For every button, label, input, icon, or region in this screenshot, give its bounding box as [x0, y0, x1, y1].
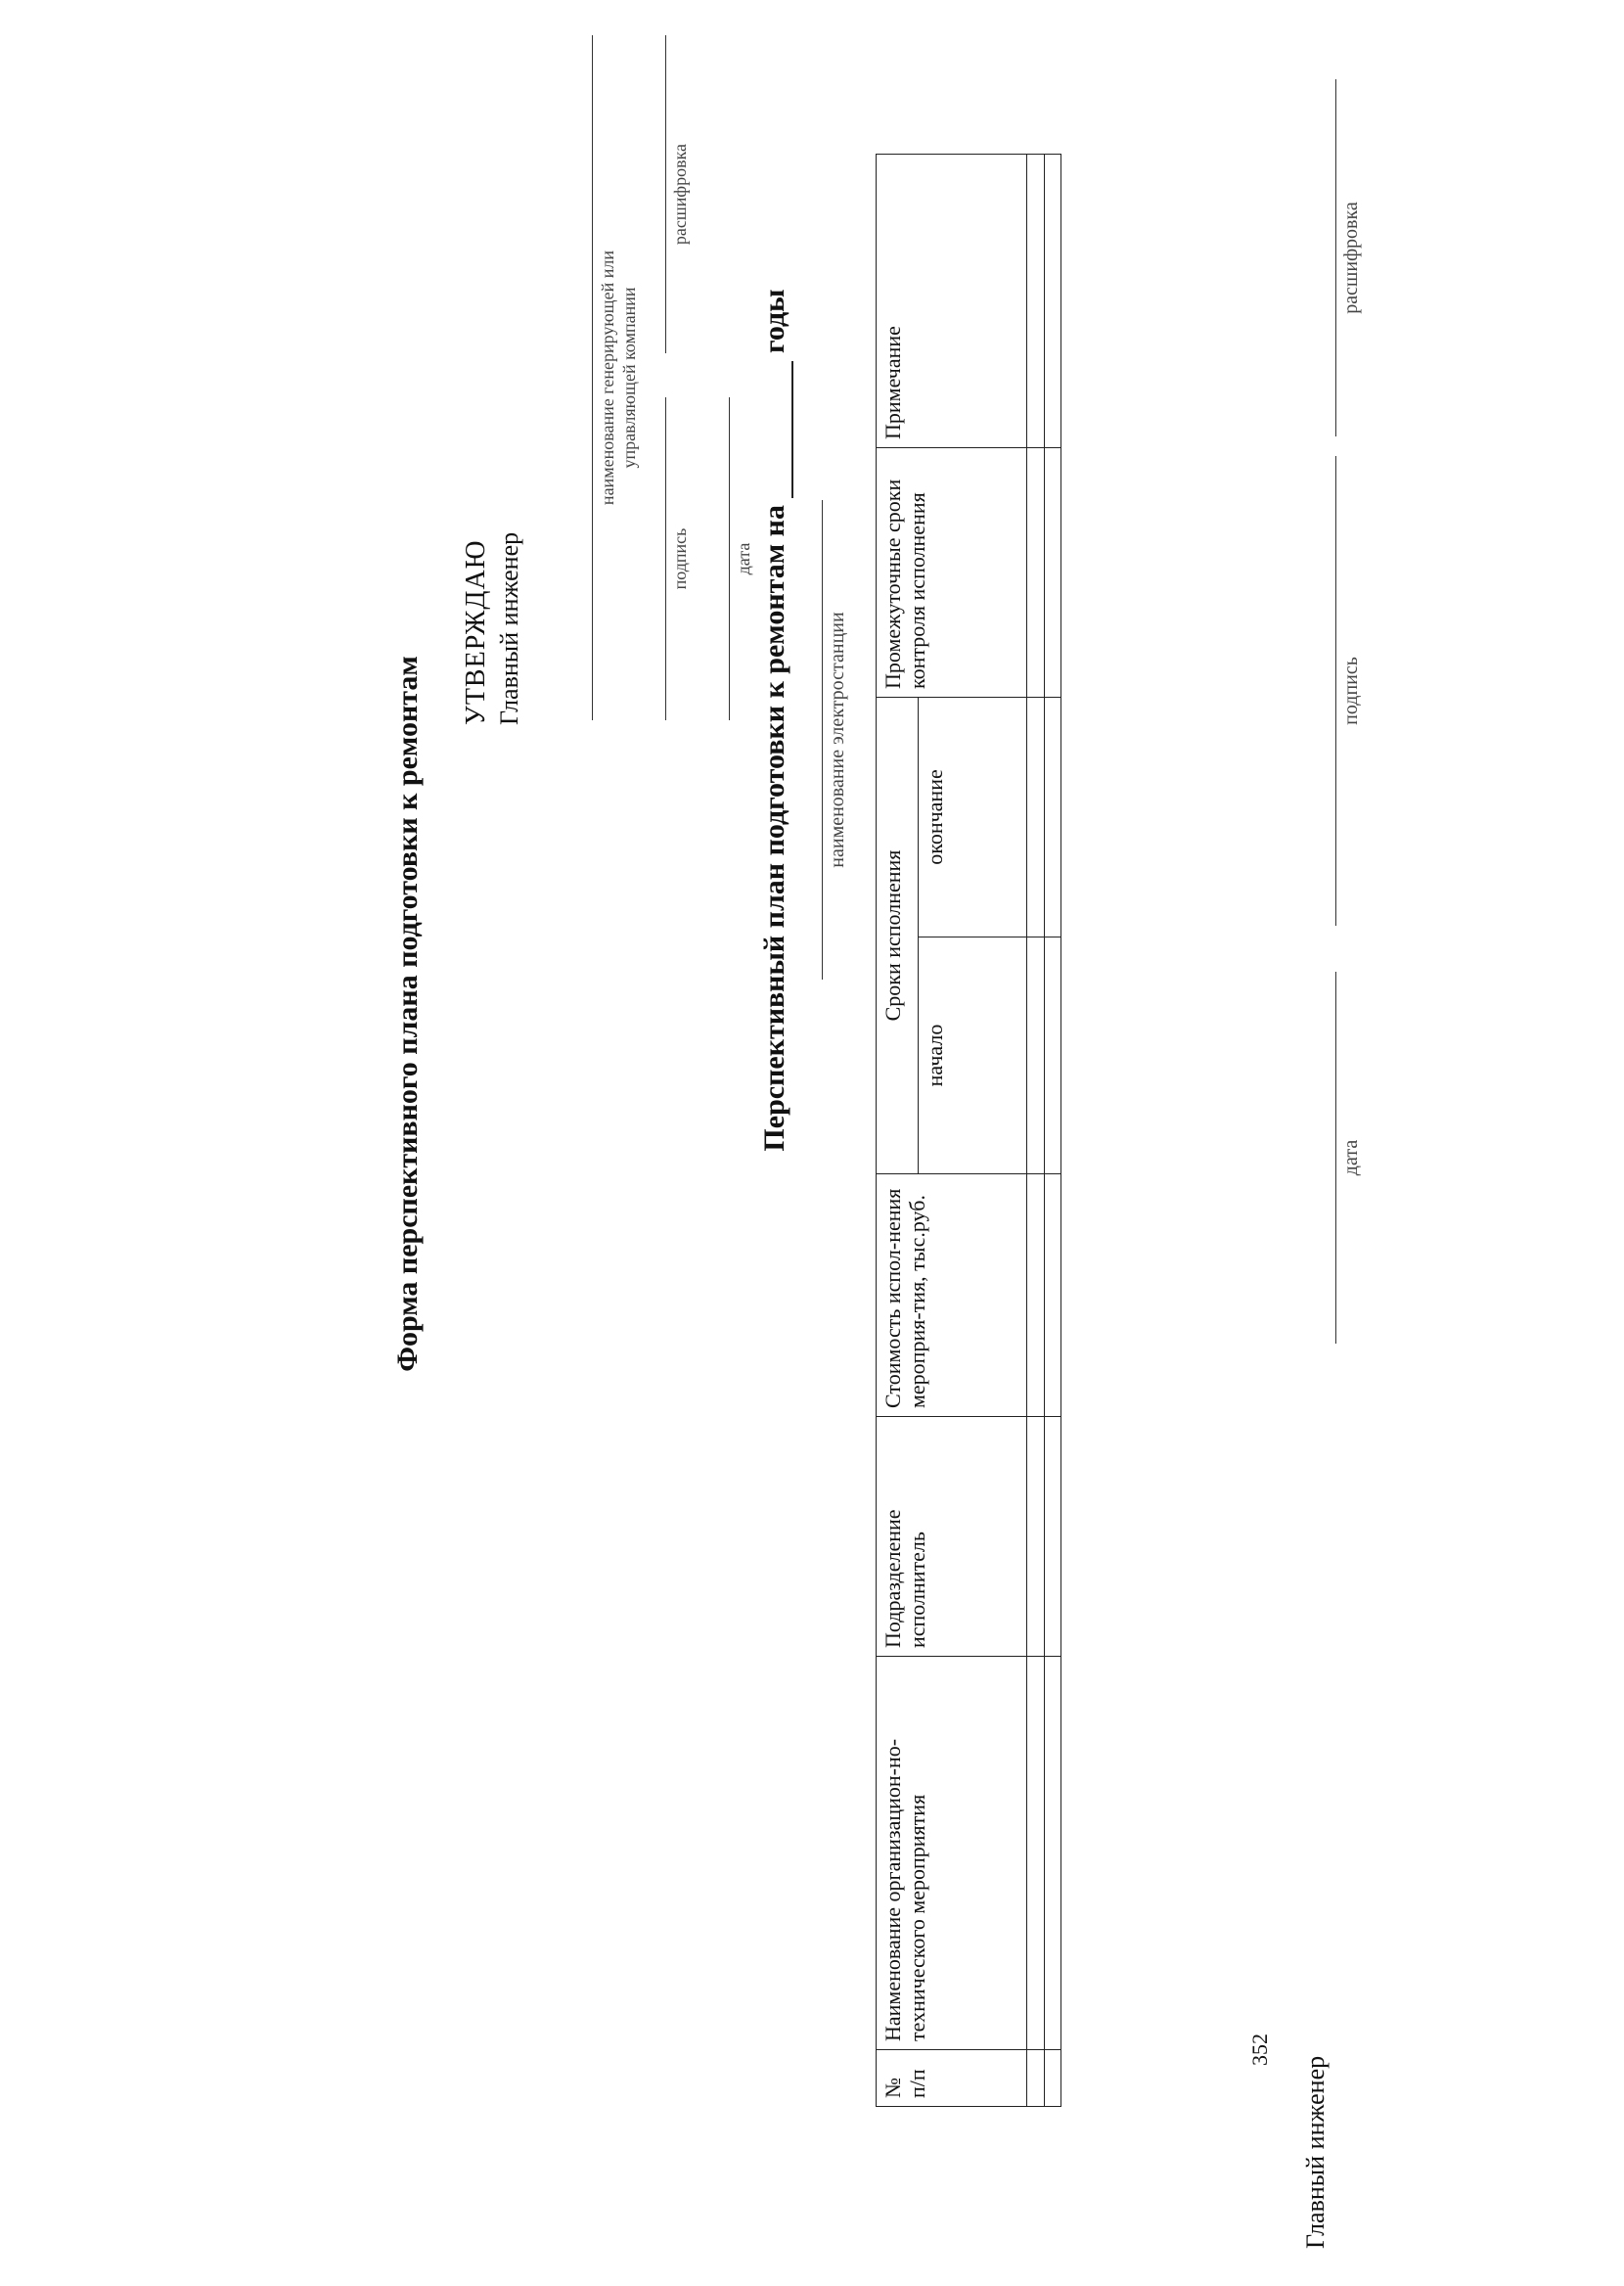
form-title: Форма перспективного плана подготовки к ремонтам: [391, 656, 424, 1372]
col-department-header: Подразделение исполнитель: [877, 1417, 1027, 1657]
station-caption: наименование электростанции: [827, 612, 848, 868]
approval-date-line: [729, 397, 730, 720]
table-row: [1027, 155, 1044, 2107]
page-number: 352: [1247, 2034, 1272, 2066]
approval-decoding-line: [665, 35, 666, 353]
footer-signature-line: [1335, 456, 1336, 926]
footer-date-line: [1335, 972, 1336, 1344]
col-name-header: Наименование организацион-но-технического мероприятия: [877, 1657, 1027, 2050]
col-cost-header: Стоимость испол-нения мероприя-тия, тыс.руб.: [877, 1174, 1027, 1417]
company-name-line: [592, 35, 593, 720]
col-end-header: окончание: [918, 698, 1027, 937]
footer-decoding-line: [1335, 79, 1336, 436]
approval-date-caption: дата: [734, 542, 753, 575]
footer-decoding-caption: расшифровка: [1340, 202, 1362, 314]
col-note-header: Примечание: [877, 155, 1027, 448]
approval-decoding-caption: расшифровка: [670, 143, 690, 246]
station-name-line: [822, 500, 823, 980]
plan-title: Перспективный план подготовки к ремонтам на годы: [758, 153, 793, 1288]
years-blank: [758, 361, 793, 498]
footer-position: Главный инженер: [1301, 2055, 1330, 2249]
col-terms-header: Сроки исполнения: [877, 698, 919, 1174]
approval-position: Главный инженер: [495, 531, 523, 725]
table-row: [1044, 155, 1060, 2107]
plan-table: [876, 154, 1061, 2107]
company-caption: наименование генерирующей или управляющей компании: [598, 250, 639, 506]
col-number-header: № п/п: [877, 2050, 1027, 2107]
col-start-header: начало: [918, 937, 1027, 1174]
footer-date-caption: дата: [1340, 1139, 1362, 1176]
approval-signature-line: [665, 397, 666, 720]
approval-block: [460, 40, 526, 725]
col-intermediate-header: Промежуточные сроки контроля исполнения: [877, 448, 1027, 698]
footer-signature-caption: подпись: [1340, 657, 1362, 725]
approval-signature-caption: подпись: [670, 527, 690, 590]
approval-heading: УТВЕРЖДАЮ: [461, 539, 491, 725]
